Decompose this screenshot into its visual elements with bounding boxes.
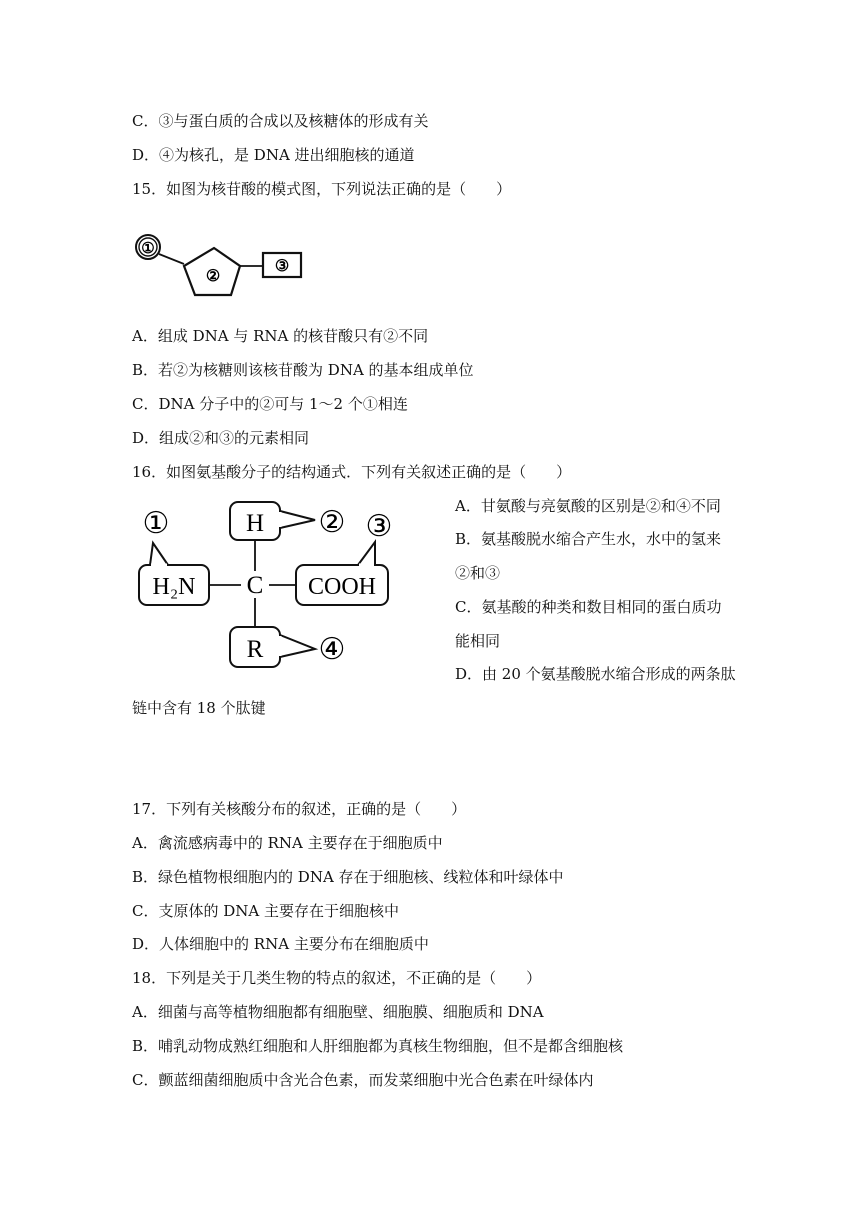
q16-stem: 16．如图氨基酸分子的结构通式．下列有关叙述正确的是（ ） [132, 463, 572, 481]
amino-acid-diagram [132, 495, 402, 675]
q18-option-a: A．细菌与高等植物细胞都有细胞壁、细胞膜、细胞质和 DNA [132, 1003, 544, 1021]
q16-option-a: A．甘氨酸与亮氨酸的区别是②和④不同 [455, 497, 721, 515]
q15-stem: 15．如图为核苷酸的模式图，下列说法正确的是（ ） [132, 180, 512, 198]
q18-option-c: C．颤蓝细菌细胞质中含光合色素，而发菜细胞中光合色素在叶绿体内 [132, 1071, 594, 1089]
r-group-label: R [246, 636, 264, 663]
q17-option-b: B．绿色植物根细胞内的 DNA 存在于细胞核、线粒体和叶绿体中 [132, 868, 564, 886]
q16-option-d-line1: D．由 20 个氨基酸脱水缩合形成的两条肽 [455, 665, 736, 683]
q17-stem: 17．下列有关核酸分布的叙述，正确的是（ ） [132, 800, 467, 818]
q16-option-c-line1: C．氨基酸的种类和数目相同的蛋白质功 [455, 598, 722, 616]
nucleotide-label-1: ① [141, 241, 155, 257]
q15-option-c: C．DNA 分子中的②可与 1～2 个①相连 [132, 395, 408, 413]
hydrogen-label: H [245, 510, 265, 537]
amino-label-3: ③ [365, 510, 393, 543]
q15-option-a: A．组成 DNA 与 RNA 的核苷酸只有②不同 [132, 327, 429, 345]
amino-label-4: ④ [318, 633, 346, 666]
amino-label-2: ② [318, 506, 346, 539]
carboxyl-group-label: COOH [307, 574, 377, 600]
amino-group-label: H₂N [152, 574, 196, 600]
nucleotide-diagram [132, 228, 312, 304]
q17-option-a: A．禽流感病毒中的 RNA 主要存在于细胞质中 [132, 834, 443, 852]
q18-option-b: B．哺乳动物成熟红细胞和人肝细胞都为真核生物细胞，但不是都含细胞核 [132, 1037, 624, 1055]
q16-option-b-line2: ②和③ [455, 564, 501, 582]
nucleotide-label-2: ② [205, 268, 221, 285]
q15-option-b: B．若②为核糖则该核苷酸为 DNA 的基本组成单位 [132, 361, 474, 379]
carbon-label: C [246, 572, 264, 599]
q18-stem: 18．下列是关于几类生物的特点的叙述，不正确的是（ ） [132, 969, 542, 987]
q16-option-d-line2: 链中含有 18 个肽键 [132, 699, 266, 717]
q16-option-c-line2: 能相同 [455, 632, 501, 650]
q17-option-c: C．支原体的 DNA 主要存在于细胞核中 [132, 902, 399, 920]
q15-option-d: D．组成②和③的元素相同 [132, 429, 310, 447]
q14-option-c: C．③与蛋白质的合成以及核糖体的形成有关 [132, 112, 429, 130]
nucleotide-label-3: ③ [274, 258, 290, 275]
amino-label-1: ① [142, 507, 170, 540]
q14-option-d: D．④为核孔，是 DNA 进出细胞核的通道 [132, 146, 415, 164]
q16-option-b-line1: B．氨基酸脱水缩合产生水，水中的氢来 [455, 530, 722, 548]
q17-option-d: D．人体细胞中的 RNA 主要分布在细胞质中 [132, 935, 429, 953]
